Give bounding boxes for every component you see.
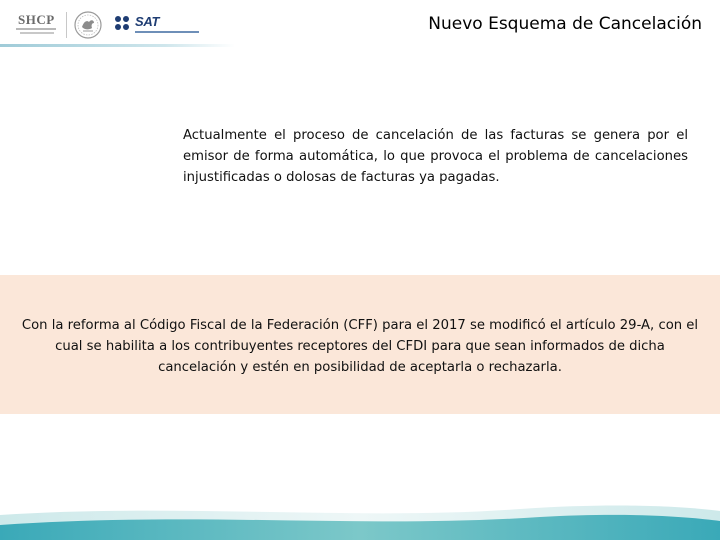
- logo-divider: [66, 12, 67, 38]
- sat-logo: [113, 10, 203, 40]
- slide-title: Nuevo Esquema de Cancelación: [428, 14, 702, 34]
- government-logos: [10, 8, 203, 42]
- shcp-logo: [10, 10, 62, 40]
- intro-paragraph: Actualmente el proceso de cancelación de las facturas se genera por el emisor de forma automática, lo que provoca el problema de cancelaciones injustificadas o dolosas de facturas ya pagadas.: [183, 128, 688, 185]
- reform-paragraph: Con la reforma al Código Fiscal de la Federación (CFF) para el 2017 se modificó el artículo 29-A, con el cual se habilita a los contribuyentes receptores del CFDI para que sean informados de dicha cancelación y estén en posibilidad de aceptarla o rechazarla.: [21, 318, 699, 375]
- sat-logo-text: SAT: [135, 14, 160, 29]
- sat-logo-icon: [113, 14, 131, 32]
- reform-panel: [0, 275, 720, 414]
- shcp-logo-text: SHCP: [18, 12, 55, 27]
- header-accent-line: [0, 44, 235, 47]
- slide-header: [0, 0, 720, 50]
- footer-wave-decoration: [0, 495, 720, 540]
- mexico-eagle-seal-icon: [73, 10, 103, 40]
